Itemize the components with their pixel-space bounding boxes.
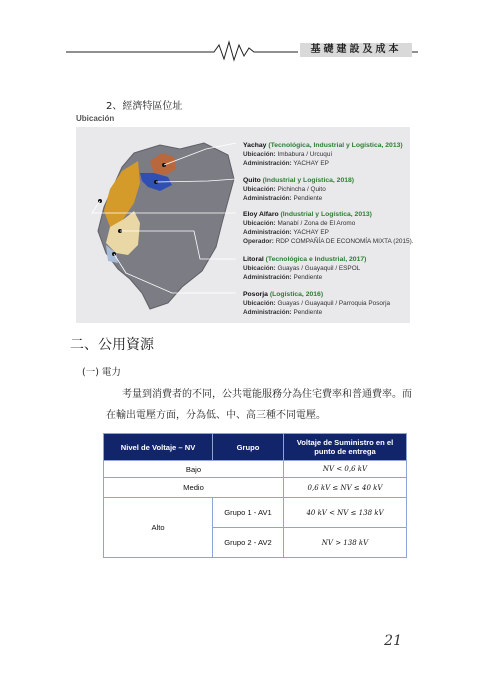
table-cell: Medio (104, 478, 284, 498)
subsection-heading-1: (一) 電力 (82, 367, 121, 378)
table-cell: Alto (104, 498, 213, 558)
header-title: 基礎建設及成本 (300, 43, 412, 57)
subsection-heading-2: 2、經濟特區位址 (106, 101, 183, 112)
table-cell: Bajo (104, 461, 284, 478)
table-row (104, 461, 407, 478)
zone-posorja: Posorja (Logística, 2016) Ubicación: Guayas / Guayaquil / Parroquia Posorja Administración: Pendiente (243, 291, 391, 316)
paragraph-line-1: 考量到消費者的不同，公共電能服務分為住宅費率和普通費率。而 (122, 389, 412, 400)
table-row (104, 478, 407, 498)
table-cell: NV < 0,6 kV (284, 461, 407, 478)
table-cell: 0,6 kV ≤ NV ≤ 40 kV (284, 478, 407, 498)
table-row (104, 498, 407, 528)
table-header: Nivel de Voltaje – NV (104, 434, 213, 461)
zone-yachay: Yachay (Tecnológica, Industrial y Logística, 2013) Ubicación: Imbabura / Urcuquí Administración: YACHAY EP (243, 142, 403, 167)
voltage-table (103, 433, 407, 558)
table-header: Grupo (213, 434, 284, 461)
page-number: 21 (384, 633, 402, 649)
table-header-row (104, 434, 407, 461)
zone-litoral: Litoral (Tecnológica e Industrial, 2017) Ubicación: Guayas / Guayaquil / ESPOL Administración: Pendiente (243, 256, 367, 281)
table-cell: Grupo 2 - AV2 (213, 528, 284, 558)
zone-quito: Quito (Industrial y Logística, 2018) Ubicación: Pichincha / Quito Administración: Pendiente (243, 177, 355, 202)
economic-zones-map (76, 127, 414, 323)
map-caption: Ubicación (76, 114, 115, 123)
table-header: Voltaje de Suministro en el punto de entrega (284, 434, 407, 461)
table-cell: 40 kV < NV ≤ 138 kV (284, 498, 407, 528)
paragraph-line-2: 在輸出電壓方面，分為低、中、高三種不同電壓。 (106, 410, 326, 421)
zone-eloy-alfaro: Eloy Alfaro (Industrial y Logística, 2013) Ubicación: Manabí / Zona de El Aromo Administración: YACHAY EP Operador: RDP COMPAÑÍA DE ECONOMÍA MIXTA (2015). (243, 211, 414, 245)
section-heading: 二、公用資源 (70, 337, 154, 353)
table-cell: NV > 138 kV (284, 528, 407, 558)
table-cell: Grupo 1 - AV1 (213, 498, 284, 528)
